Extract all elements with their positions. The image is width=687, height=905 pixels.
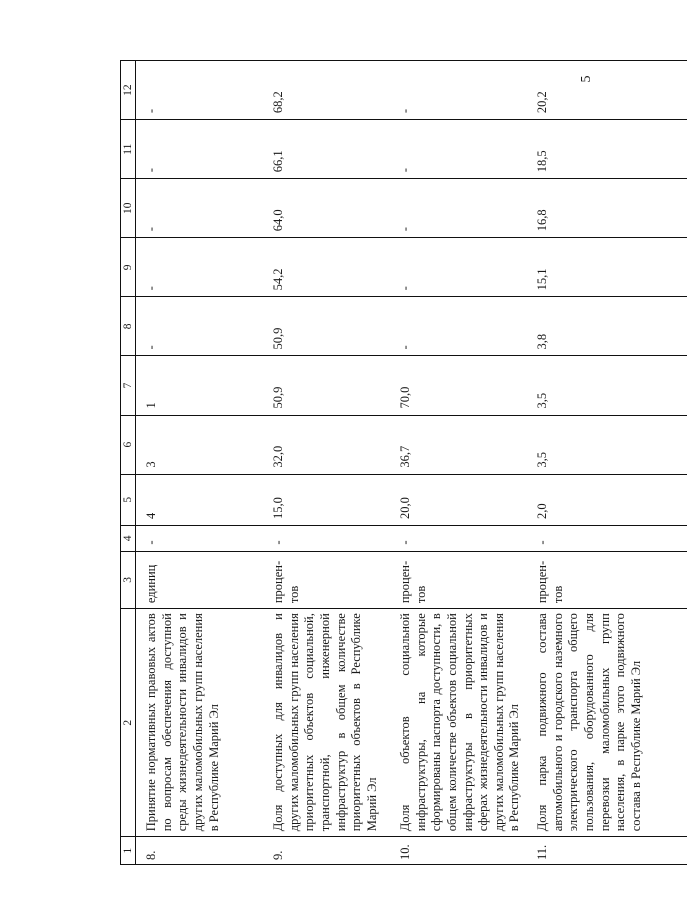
header-cell: 10: [121, 179, 136, 238]
value-cell: 18,5: [527, 120, 687, 179]
value-cell: -: [390, 120, 527, 179]
table-row: [390, 61, 527, 865]
column-number-header: [121, 61, 136, 865]
header-cell: 12: [121, 61, 136, 120]
header-cell: 5: [121, 474, 136, 525]
value-cell: 36,7: [390, 415, 527, 474]
indicators-table: [120, 60, 687, 865]
header-cell: 7: [121, 356, 136, 415]
value-cell: 4: [136, 474, 264, 525]
value-cell: 50,9: [263, 356, 390, 415]
page-number: 5: [579, 75, 594, 83]
header-cell: 1: [121, 837, 136, 865]
indicator-name-text: Доля доступных для инвалидов и других маломобильных групп населения приоритетных объектов социальной, транспортной, инженерной инфраструктур в общем количестве приоритетных объектов в Республике Марий Эл: [271, 613, 379, 832]
value-cell: 32,0: [263, 415, 390, 474]
row-number: 9.: [263, 837, 390, 865]
header-cell: 8: [121, 297, 136, 356]
value-cell: -: [390, 61, 527, 120]
header-cell: 3: [121, 551, 136, 609]
value-cell: 3: [136, 415, 264, 474]
header-cell: 4: [121, 525, 136, 551]
unit-cell: процен-тов: [527, 551, 687, 609]
rotated-table-container: [120, 60, 643, 865]
row-number: 11.: [527, 837, 687, 865]
value-cell: -: [136, 179, 264, 238]
value-cell: 16,8: [527, 179, 687, 238]
value-cell: 54,2: [263, 238, 390, 297]
value-cell: -: [390, 297, 527, 356]
indicator-name-text: Принятие нормативных правовых актов по вопросам обеспечения доступной среды жизнедеятельности инвалидов и других маломобильных групп населения в Республике Марий Эл: [144, 613, 221, 832]
table-row: [527, 61, 687, 865]
value-cell: 70,0: [390, 356, 527, 415]
table-row: [136, 61, 264, 865]
indicator-name: [390, 609, 527, 837]
value-cell: 3,5: [527, 356, 687, 415]
value-cell: -: [136, 297, 264, 356]
value-cell: -: [527, 525, 687, 551]
value-cell: 68,2: [263, 61, 390, 120]
value-cell: 3,5: [527, 415, 687, 474]
value-cell: -: [136, 525, 264, 551]
unit-cell: процен-тов: [390, 551, 527, 609]
indicator-name-text: Доля объектов социальной инфраструктуры, на которые сформированы паспорта доступности, в общем количестве объектов социальной инфраструктуры в приоритетных сферах жизнедеятельности инвалидов и других маломобильных групп населения в Республике Марий Эл: [398, 613, 522, 832]
value-cell: 1: [136, 356, 264, 415]
value-cell: -: [136, 61, 264, 120]
value-cell: -: [136, 120, 264, 179]
table-row: [263, 61, 390, 865]
value-cell: 3,8: [527, 297, 687, 356]
value-cell: -: [136, 238, 264, 297]
value-cell: 66,1: [263, 120, 390, 179]
value-cell: -: [390, 238, 527, 297]
value-cell: 64,0: [263, 179, 390, 238]
header-cell: 11: [121, 120, 136, 179]
unit-cell: процен-тов: [263, 551, 390, 609]
value-cell: -: [263, 525, 390, 551]
row-number: 8.: [136, 837, 264, 865]
value-cell: 15,1: [527, 238, 687, 297]
indicator-name: [263, 609, 390, 837]
value-cell: 20,0: [390, 474, 527, 525]
value-cell: -: [390, 179, 527, 238]
header-cell: 6: [121, 415, 136, 474]
indicator-name: [136, 609, 264, 837]
indicator-name: [527, 609, 687, 837]
header-cell: 2: [121, 609, 136, 837]
unit-cell: единиц: [136, 551, 264, 609]
value-cell: 50,9: [263, 297, 390, 356]
value-cell: 2,0: [527, 474, 687, 525]
indicator-name-text: Доля парка подвижного состава автомобильного и городского наземного электрического транспорта общего пользования, оборудованного для перевозки маломобильных групп населения, в парке этого подвижного состава в Республике Марий Эл: [535, 613, 643, 832]
value-cell: 20,2: [527, 61, 687, 120]
value-cell: -: [390, 525, 527, 551]
header-cell: 9: [121, 238, 136, 297]
row-number: 10.: [390, 837, 527, 865]
value-cell: 15,0: [263, 474, 390, 525]
